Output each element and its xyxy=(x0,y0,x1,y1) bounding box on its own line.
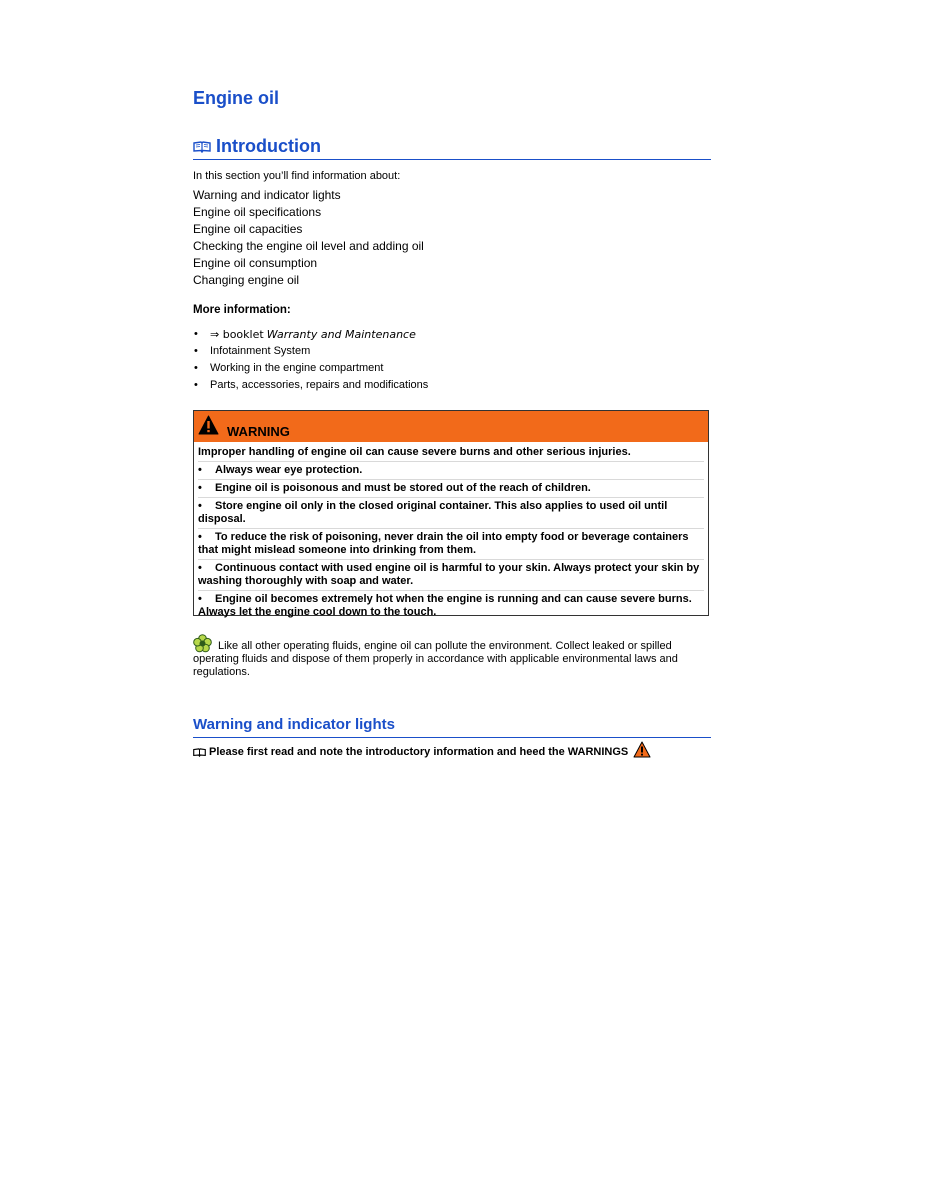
introduction-heading-text: Introduction xyxy=(216,136,321,156)
warning-item: • Engine oil is poisonous and must be stored out of the reach of children. xyxy=(198,479,704,497)
topic-link-oil-consumption[interactable]: Engine oil consumption xyxy=(193,256,318,270)
warning-item: • Store engine oil only in the closed original container. This also applies to used oil until disposal. xyxy=(198,497,704,528)
warning-header xyxy=(194,411,708,442)
topic-list xyxy=(193,187,424,289)
warning-body xyxy=(194,442,708,621)
topic-link-oil-capacities[interactable]: Engine oil capacities xyxy=(193,222,303,236)
introduction-heading xyxy=(193,136,711,157)
environment-flower-icon xyxy=(193,634,212,653)
environment-note-text: Like all other operating fluids, engine oil can pollute the environment. Collect leaked or spilled operating fluids and dispose of them properly in accordance with applicable environmental laws and regulations. xyxy=(193,640,678,678)
please-read-note xyxy=(193,746,651,758)
environment-note xyxy=(193,634,711,679)
introduction-heading-block xyxy=(193,136,711,160)
topic-link-warning-lights[interactable]: Warning and indicator lights xyxy=(193,188,341,202)
warning-item: • Engine oil becomes extremely hot when the engine is running and can cause severe burns. Always let the engine cool down to the touch. xyxy=(198,590,704,621)
more-information-title: More information: xyxy=(193,304,291,316)
warning-item: • To reduce the risk of poisoning, never drain the oil into empty food or beverage containers that might mislead someone into drinking from them. xyxy=(198,528,704,559)
warning-lights-heading: Warning and indicator lights xyxy=(193,716,395,733)
more-info-item-warranty[interactable] xyxy=(193,326,428,343)
warning-triangle-icon[interactable] xyxy=(633,741,651,758)
warning-item: • Continuous contact with used engine oil is harmful to your skin. Always protect your skin by washing thoroughly with soap and water. xyxy=(198,559,704,590)
more-information-list xyxy=(193,326,428,394)
warning-box xyxy=(193,410,709,616)
topic-link-checking-oil-level[interactable]: Checking the engine oil level and adding oil xyxy=(193,239,424,253)
book-icon xyxy=(193,141,211,153)
booklet-reference: ⇒ booklet xyxy=(210,328,264,341)
warning-label: WARNING xyxy=(227,424,290,439)
page-title: Engine oil xyxy=(193,88,280,108)
please-read-text: Please first read and note the introductory information and heed the WARNINGS xyxy=(209,746,629,758)
more-info-item-engine-compartment[interactable]: • Working in the engine compartment xyxy=(193,360,428,377)
warning-intro: Improper handling of engine oil can cause severe burns and other serious injuries. xyxy=(198,446,631,458)
topic-link-changing-oil[interactable]: Changing engine oil xyxy=(193,273,300,287)
booklet-title: Warranty and Maintenance xyxy=(266,328,416,341)
more-info-item-infotainment[interactable]: • Infotainment System xyxy=(193,343,428,360)
topic-link-oil-specifications[interactable]: Engine oil specifications xyxy=(193,205,322,219)
warning-triangle-icon xyxy=(198,415,219,435)
warning-lights-heading-block xyxy=(193,716,711,738)
intro-lead-text: In this section you’ll find information about: xyxy=(193,170,401,182)
book-icon xyxy=(193,748,206,757)
warning-item: • Always wear eye protection. xyxy=(198,461,704,479)
more-info-item-parts[interactable]: • Parts, accessories, repairs and modifications xyxy=(193,377,428,394)
